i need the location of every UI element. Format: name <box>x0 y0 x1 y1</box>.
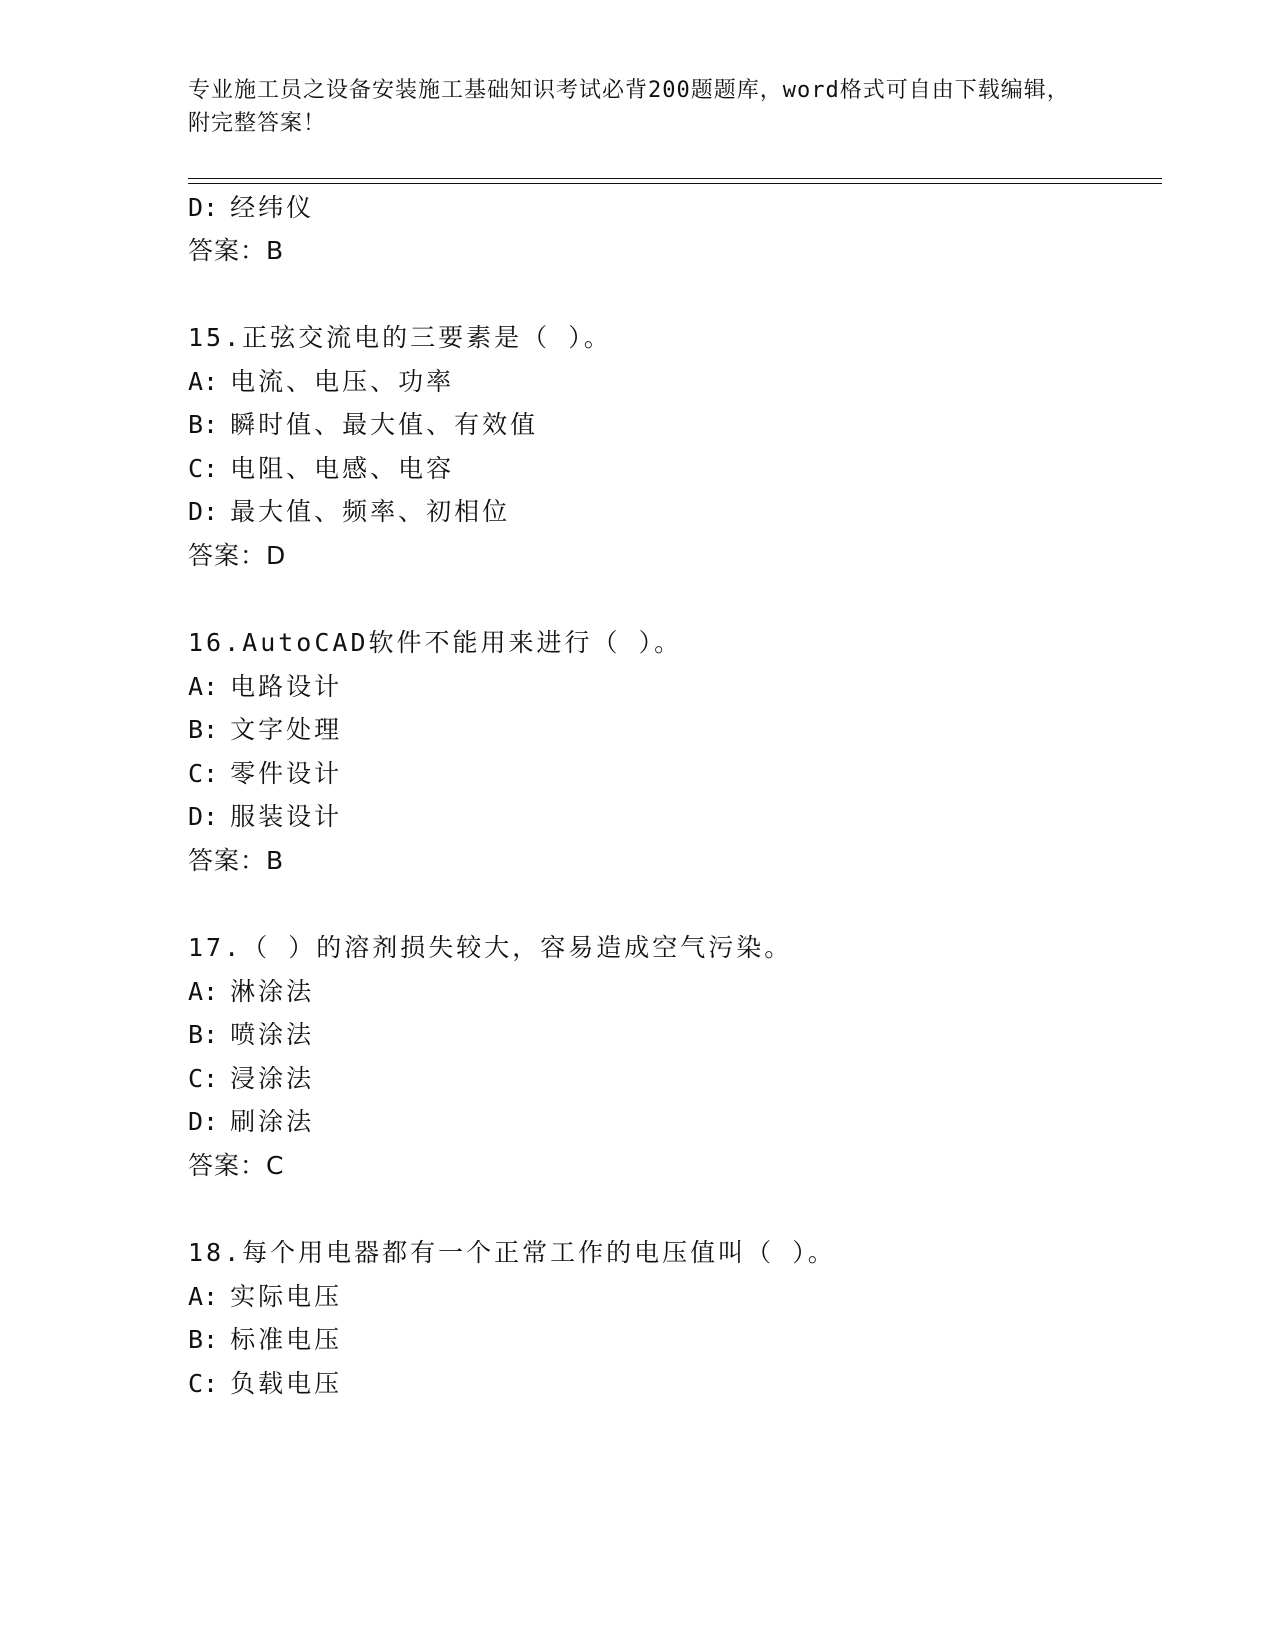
option-d <box>188 1105 314 1139</box>
option-c <box>188 757 342 791</box>
option-text: 瞬时值、最大值、有效值 <box>230 410 539 439</box>
option-text: 实际电压 <box>230 1282 343 1311</box>
question-stem: 17.（ ）的溶剂损失较大，容易造成空气污染。 <box>188 933 793 962</box>
answer-line: 答案：B <box>188 236 285 265</box>
option-b <box>188 713 342 747</box>
option-c <box>188 1367 342 1401</box>
header-divider-bottom <box>188 183 1162 184</box>
option-text: 刷涂法 <box>230 1107 315 1136</box>
option-text: 电阻、电感、电容 <box>230 454 455 483</box>
answer-line: 答案：C <box>188 1151 285 1180</box>
option-text: 电路设计 <box>230 672 343 701</box>
option-letter: A: <box>188 977 219 1006</box>
answer-line: 答案：D <box>188 541 287 570</box>
option-d <box>188 495 510 529</box>
option-letter: A: <box>188 367 219 396</box>
option-text: 负载电压 <box>230 1369 343 1398</box>
option-text: 最大值、频率、初相位 <box>230 497 511 526</box>
option-b <box>188 1323 342 1357</box>
option-letter: D: <box>188 193 219 222</box>
question-stem: 18.每个用电器都有一个正常工作的电压值叫（ ）。 <box>188 1238 836 1267</box>
option-text: 浸涂法 <box>230 1064 315 1093</box>
question-stem: 15.正弦交流电的三要素是（ ）。 <box>188 323 612 352</box>
option-letter: C: <box>188 1064 219 1093</box>
option-text: 文字处理 <box>230 715 343 744</box>
option-text: 电流、电压、功率 <box>230 367 455 396</box>
option-text: 服装设计 <box>230 802 343 831</box>
option-letter: A: <box>188 1282 219 1311</box>
option-letter: C: <box>188 759 219 788</box>
option-letter: D: <box>188 1107 219 1136</box>
option-a <box>188 670 342 704</box>
option-b <box>188 408 538 442</box>
option-c <box>188 452 454 486</box>
option-a <box>188 1280 342 1314</box>
option-text: 喷涂法 <box>230 1020 315 1049</box>
option-letter: B: <box>188 410 219 439</box>
option-letter: C: <box>188 1369 219 1398</box>
option-letter: D: <box>188 497 219 526</box>
option-letter: B: <box>188 1325 219 1354</box>
option-d <box>188 800 342 834</box>
option-text: 淋涂法 <box>230 977 315 1006</box>
option-letter: A: <box>188 672 219 701</box>
option-letter: B: <box>188 1020 219 1049</box>
option-text: 零件设计 <box>230 759 343 788</box>
option-c <box>188 1062 314 1096</box>
document-header-title: 专业施工员之设备安装施工基础知识考试必背200题题库，word格式可自由下载编辑，附完整答案！ <box>188 78 1070 136</box>
option-letter: C: <box>188 454 219 483</box>
header-divider-top <box>188 178 1162 179</box>
answer-line: 答案：B <box>188 846 285 875</box>
option-a <box>188 975 314 1009</box>
option-text: 经纬仪 <box>230 193 315 222</box>
option-letter: B: <box>188 715 219 744</box>
option-letter: D: <box>188 802 219 831</box>
question-stem: 16.AutoCAD软件不能用来进行（ ）。 <box>188 628 683 657</box>
option-a <box>188 365 454 399</box>
option-b <box>188 1018 314 1052</box>
option-text: 标准电压 <box>230 1325 343 1354</box>
option-d <box>188 191 314 225</box>
